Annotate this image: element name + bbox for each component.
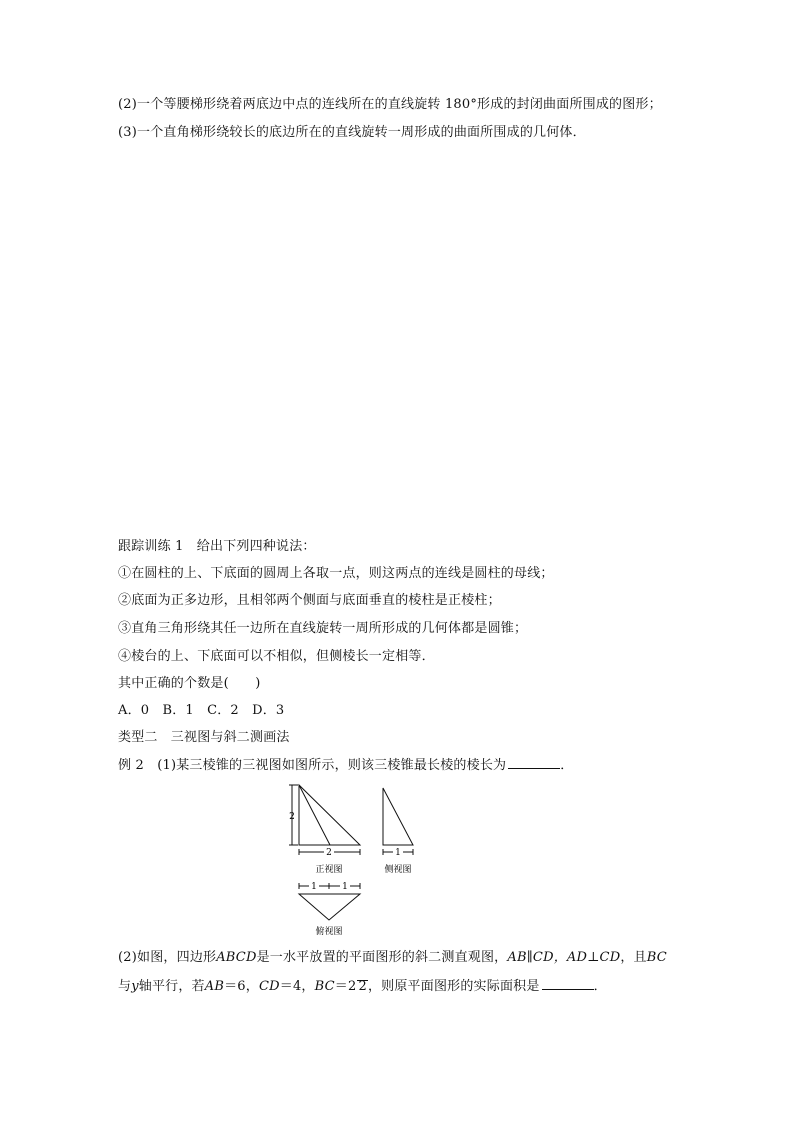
q2-abcd: ABCD	[216, 950, 257, 965]
side-view-caption: 侧视图	[384, 865, 412, 875]
answer-options: A．0 B．1 C．2 D．3	[118, 703, 285, 718]
q2-ab-value: ＝6，	[224, 979, 259, 994]
front-width-label: 2	[326, 848, 332, 858]
answer-blank-1[interactable]	[508, 757, 560, 769]
exercise-heading: 跟踪训练 1 给出下列四种说法：	[118, 539, 316, 554]
three-view-figure	[270, 780, 430, 944]
statement-2: ②底面为正多边形，且相邻两个侧面与底面垂直的棱柱是正棱柱；	[118, 593, 501, 608]
side-width-label: 1	[395, 848, 401, 858]
q2-ab-cd-relation: AB∥CD，AD⊥CD	[507, 950, 621, 965]
question-text: 其中正确的个数是( )	[118, 676, 261, 691]
q2-y: y	[131, 979, 139, 994]
type-2-heading: 类型二 三视图与斜二测画法	[118, 730, 290, 745]
front-view	[289, 785, 360, 855]
side-view	[383, 788, 413, 855]
example-2-question-1	[118, 757, 573, 774]
top-view-outline	[299, 894, 360, 920]
front-view-inner-edge	[299, 785, 330, 845]
sqrt-symbol	[357, 980, 367, 993]
q2-cd-value: ＝4，	[279, 979, 315, 994]
example-2-q1-end: ．	[560, 758, 574, 773]
q2-text-c: ，且	[620, 950, 647, 965]
top-view-caption: 俯视图	[315, 927, 343, 937]
statement-1: ①在圆柱的上、下底面的圆周上各取一点，则这两点的连线是圆柱的母线；	[118, 566, 554, 581]
example-2-question-2-line-1	[118, 950, 667, 966]
q2-sqrt-radicand: 2	[358, 979, 367, 994]
height-label: 2	[289, 812, 295, 822]
q2-text-d: 与	[118, 979, 132, 994]
top-view	[299, 883, 360, 920]
answer-blank-2[interactable]	[542, 978, 594, 990]
top-left-label: 1	[311, 882, 317, 892]
item-3-text: (3)一个直角梯形绕较长的底边所在的直线旋转一周形成的曲面所围成的几何体．	[118, 125, 586, 140]
q2-cd: CD	[258, 979, 280, 994]
example-2-q1-text: 例 2 (1)某三棱锥的三视图如图所示，则该三棱锥最长棱的棱长为	[118, 758, 507, 773]
item-2-text: (2)一个等腰梯形绕着两底边中点的连线所在的直线旋转 180°形成的封闭曲面所围成的图形；	[118, 97, 662, 112]
q2-text-b: 是一水平放置的平面图形的斜二测直观图，	[256, 950, 508, 965]
q2-text-a: (2)如图，四边形	[118, 950, 217, 965]
example-2-question-2-line-2	[118, 978, 607, 995]
q2-text-e: 轴平行，若	[138, 979, 205, 994]
statement-4: ④棱台的上、下底面可以不相似，但侧棱长一定相等．	[118, 649, 435, 664]
three-view-svg	[270, 780, 430, 940]
q2-bc-value: ＝2	[334, 979, 357, 994]
statement-3: ③直角三角形绕其任一边所在直线旋转一周所形成的几何体都是圆锥；	[118, 621, 528, 636]
front-view-outline	[299, 785, 360, 845]
side-view-outline	[383, 788, 413, 845]
q2-bc: BC	[646, 950, 667, 965]
top-right-label: 1	[342, 882, 348, 892]
q2-text-f: ，则原平面图形的实际面积是	[367, 979, 540, 994]
q2-bc-2: BC	[314, 979, 335, 994]
front-view-caption: 正视图	[315, 865, 343, 875]
q2-ab: AB	[204, 979, 225, 994]
q2-end: ．	[593, 979, 607, 994]
